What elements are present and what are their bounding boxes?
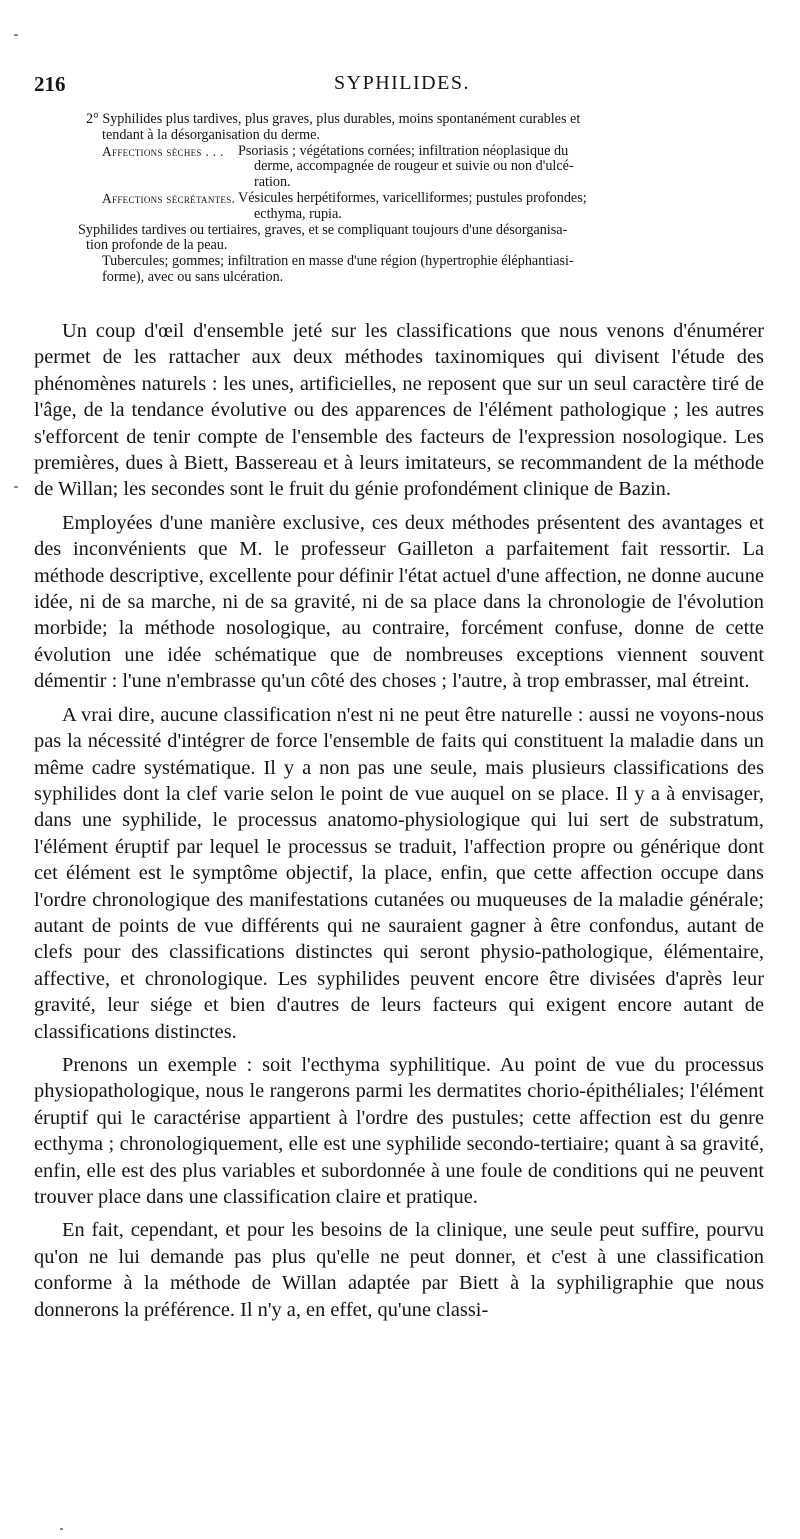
dry-affections-row (78, 144, 753, 191)
page-header (34, 72, 764, 98)
paragraph-4: Prenons un exemple : soit l'ecthyma syphilitique. Au point de vue du processus physiopathologique, nous le rangerons parmi les dermatites chorio-épithéliales; l'élément éruptif qui le caractérise appartient à l'ordre des pustules; cette affection est du genre ecthyma ; chronologiquement, elle est une syphilide secondo-tertiaire; quant à sa gravité, enfin, elle est des plus variables et subordonnée à une foule de conditions qui ne peuvent trouver place dans une classification claire et pratique. (34, 1053, 764, 1208)
tubercles-line2: forme), avec ou sans ulcération. (102, 268, 284, 285)
body-text (34, 318, 764, 1330)
paragraph-2: Employées d'une manière exclusive, ces deux méthodes présentent des avantages et des inconvénients que M. le professeur Gailleton a parfaitement fait ressortir. La méthode descriptive, excellente pour définir l'état actuel d'une affection, ne donne aucune idée, ni de sa marche, ni de sa gravité, ni de sa place dans la chronologie de l'évolution morbide; la méthode nosologique, au contraire, forcément confuse, donne de cette évolution une idée schématique que de nombreuses exceptions viennent souvent démentir : l'une n'embrasse qu'un côté des choses ; l'autre, à trop embrasser, mal étreint. (34, 511, 764, 693)
dry-affections-desc (238, 144, 753, 191)
paragraph-1: Un coup d'œil d'ensemble jeté sur les classifications que nous venons d'énumérer permet de les rattacher aux deux méthodes taxinomiques qui divisent l'étude des phénomènes naturels : les unes, artificielles, ne reposent que sur un seul caractère tiré de l'âge, de la tendance évolutive ou des apparences de l'élément pathologique ; les autres s'efforcent de tenir compte de l'ensemble des facteurs de l'expression nosologique. Les premières, dues à Biett, Bassereau et à leurs imitateurs, se recommandent de la méthode de Willan; les secondes sont le fruit du génie profondément clinique de Bazin. (34, 320, 764, 501)
secreting-affections-desc (238, 191, 753, 223)
secreting-affections-label: Affections sécrétantes. (102, 190, 236, 206)
dry-desc-line2: derme, accompagnée de rougeur et suivie ou non d'ulcé- (254, 158, 574, 175)
secreting-desc-line2: ecthyma, rupia. (254, 205, 342, 222)
dry-desc-line3: ration. (254, 174, 291, 191)
paragraph-5: En fait, cependant, et pour les besoins de la clinique, une seule peut suffire, pourvu qu'on ne lui demande pas plus qu'elle ne peut donner, et c'est à une classification conforme à la méthode de Willan adaptée par Biett à la syphiligraphie que nous donnerons la préférence. Il n'y a, en effet, qu'une classi- (34, 1219, 764, 1321)
dry-affections-label: Affections sèches . . . (102, 143, 224, 159)
tertiary-line1: Syphilides tardives ou tertiaires, graves, et se compliquant toujours d'une désorganisa- (78, 221, 568, 238)
dry-desc-line1: Psoriasis ; végétations cornées; infiltration néoplasique du (238, 142, 569, 159)
tubercles-line1: Tubercules; gommes; infiltration en masse d'une région (hypertrophie éléphantiasi- (102, 253, 574, 270)
scan-speck (14, 34, 18, 36)
paragraph-3: A vrai dire, aucune classification n'est ni ne peut être naturelle : aussi ne voyons-nous pas la nécessité d'intégrer de force l'ensemble de faits qui constituent la maladie dans un même cadre systématique. Il y a non pas une seule, mais plusieurs classifications des syphilides dont la clef varie selon le point de vue auquel on se place. Il y a à envisager, dans une syphilide, le processus anatomo-physiologique qui lui sert de substratum, l'élément éruptif par lequel le processus se traduit, l'affection propre ou générique dont cet élément est le symptôme objectif, la place, enfin, que cette affection occupe dans l'ordre chronologique des manifestations cutanées ou muqueuses de la maladie générale; autant de points de vue différents qui ne sauraient gagner à être confondus, autant de clefs pour des classifications distinctes qui seront physio-pathologique, élémentaire, affective, et chronologique. Les syphilides peuvent encore être divisées d'après leur gravité, leur siége et bien d'autres de leurs facteurs qui exigent encore autant de classifications distinctes. (34, 703, 764, 1043)
classification-block (78, 112, 753, 286)
scan-speck (14, 486, 18, 488)
tertiary-line2: tion profonde de la peau. (86, 237, 228, 254)
page-number: 216 (34, 72, 66, 96)
scan-speck (60, 1528, 63, 1530)
class-item-2-line2: tendant à la désorganisation du derme. (102, 126, 321, 143)
running-title: SYPHILIDES. (334, 72, 470, 94)
secreting-affections-row (78, 191, 753, 223)
class-item-2-line1: 2° Syphilides plus tardives, plus graves, plus durables, moins spontanément curables et (86, 111, 581, 127)
secreting-desc-line1: Vésicules herpétiformes, varicelliformes; pustules profondes; (238, 189, 587, 206)
